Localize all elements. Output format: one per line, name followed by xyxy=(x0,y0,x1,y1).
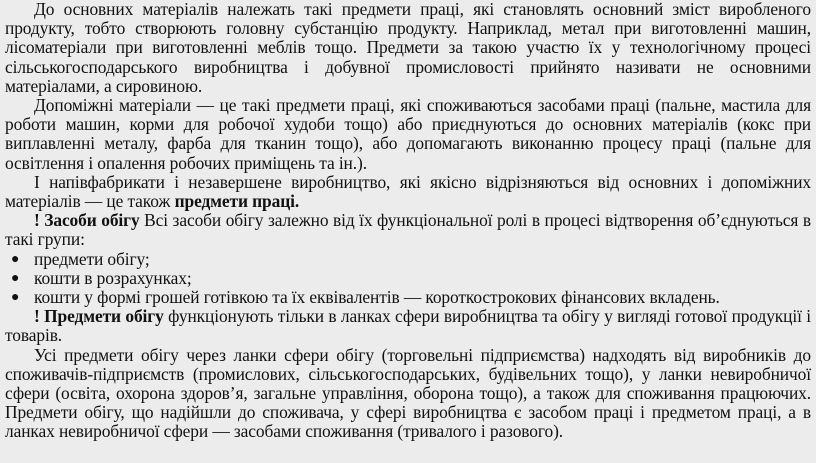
list-item xyxy=(5,269,811,288)
paragraph-semi-finished xyxy=(5,173,811,211)
bullet-icon: ● xyxy=(11,270,20,286)
paragraph-circulation-funds xyxy=(5,211,811,249)
circulation-objects-heading: ! Предмети обігу xyxy=(34,306,164,327)
list-item-text: кошти у формі грошей готівкою та їх еквівалентів — короткострокових фінансових вкладень. xyxy=(34,287,720,308)
objects-of-labor-term: предмети праці. xyxy=(174,191,300,212)
list-item xyxy=(5,250,811,269)
paragraph-circulation-objects xyxy=(5,307,811,345)
circulation-objects-text: функціонують тільки в ланках сфери виробництва та обігу у вигляді готової продукції і товарів. xyxy=(5,306,811,346)
semi-finished-text: І напівфабрикати і незавершене виробництво, які якісно відрізняються від основних і допоміжних матеріалів — це також xyxy=(5,171,811,212)
circulation-funds-heading: ! Засоби обігу xyxy=(34,210,140,231)
circulation-funds-text: Всі засоби обігу залежно від їх функціональної ролі в процесі відтворення об’єднуються в такі групи: xyxy=(5,210,811,250)
list-item xyxy=(5,288,811,307)
bullet-icon: ● xyxy=(11,290,20,306)
paragraph-main-materials: До основних матеріалів належать такі предмети праці, які становлять основний зміст виробленого продукту, тобто створюють головну субстанцію продукту. Наприклад, метал при виготовленні машин, лісоматеріали при виготовленні меблів тощо. Предмети за такою участю їх у технологічному процесі сільськогосподарського виробництва і добувної промисловості прийнято називати не основними матеріалами, а сировиною. xyxy=(5,0,811,96)
paragraph-auxiliary-materials: Допоміжні матеріали — це такі предмети праці, які споживаються засобами праці (пальне, мастила для роботи машин, корми для робочої худоби тощо) або приєднуються до основних матеріалів (кокс при виплавленні металу, фарба для тканин тощо), або допомагають виконанню процесу праці (пальне для освітлення і опалення робочих приміщень та ін.). xyxy=(5,95,811,173)
paragraph-circulation-flow: Усі предмети обігу через ланки сфери обігу (торговельні підприємства) надходять від виробників до споживачів-підприємств (промислових, сільськогосподарських, будівельних тощо), у ланки невиробничої сфери (освіта, охорона здоров’я, загальне управління, оборона тощо), а також для споживання працюючих. Предмети обігу, що надійшли до споживача, у сфері виробництва є засобом праці і предметом праці, а в ланках невиробничої сфери — засобами споживання (тривалого і разового). xyxy=(5,344,811,442)
bullet-icon: ● xyxy=(11,251,20,267)
list-item-text: предмети обігу; xyxy=(34,248,150,269)
list-item-text: кошти в розрахунках; xyxy=(34,267,192,288)
circulation-groups-list xyxy=(5,250,811,308)
